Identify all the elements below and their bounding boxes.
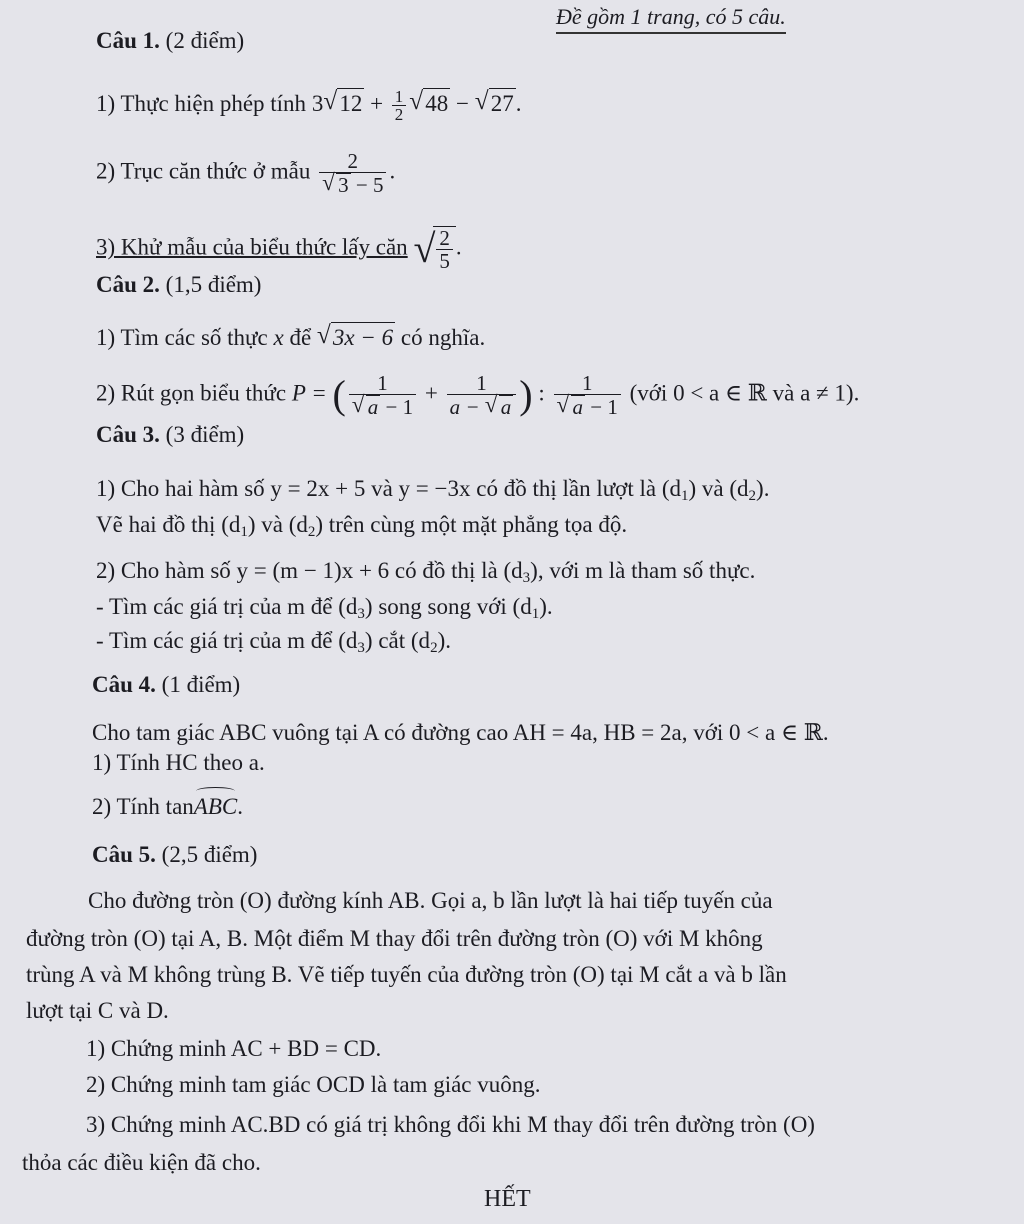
sqrt-12: √ 12 [323,88,364,119]
word-de: để [289,325,312,350]
exam-footer: HẾT [484,1186,531,1212]
q5-title: Câu 5. [92,842,156,867]
q2-p1-end: có nghĩa. [400,325,486,350]
q4-line3: 2) Tính tanABC. [92,792,243,822]
q1-p2-fraction [319,150,386,196]
frac-2-5: $\frac{2}{5}$ [436,227,453,272]
q5-line4: lượt tại C và D. [26,998,169,1023]
condition: (với 0 < a ∈ ℝ và a ≠ 1). [629,380,860,406]
exam-header: Đề gồm 1 trang, có 5 câu. [556,4,786,34]
frac-half: $\frac{1}{2}$ [392,88,407,123]
coef-3: 3 [311,91,324,116]
q1-part1 [96,88,522,123]
frac-1: 1 √ a − 1 [349,372,416,418]
q4-line1: Cho tam giác ABC vuông tại A có đường cao AH = 4a, HB = 2a, với 0 < a ∈ ℝ. [92,720,829,745]
fraction-numerator: 2 [347,149,359,173]
q2-p1-text: 1) Tìm các số thực [96,325,268,350]
q1-p2-text: 2) Trục căn thức ở mẫu [96,158,311,184]
denominator-rest: − 5 [350,173,384,197]
plus-sign: + [424,380,438,406]
period: . [455,234,462,260]
q3-line5: - Tìm các giá trị của m để $(d_3)$ cắt $(d_2)$. [96,628,451,656]
period: . [515,91,522,116]
q1-p3-text: 3) Khử mẫu của biểu thức lấy căn [96,234,408,260]
q4-line2: 1) Tính HC theo a. [92,750,265,775]
lhs-P: P = [291,380,327,406]
q1-p1-text: 1) Thực hiện phép tính [96,90,307,116]
q5-line8: thỏa các điều kiện đã cho. [22,1150,261,1175]
open-paren: ( [332,372,346,417]
sqrt-48: √ 48 [409,88,450,119]
sqrt-a: √ a [485,395,514,418]
q5-line5: 1) Chứng minh AC + BD = CD. [86,1036,382,1061]
sqrt-27: √ 27 [475,88,516,119]
q5-line7: 3) Chứng minh AC.BD có giá trị không đổi khi M thay đổi trên đường tròn (O) [86,1112,815,1137]
frac-3: 1 √ a − 1 [554,372,621,418]
q2-heading [96,270,261,300]
q4-points: (1 điểm) [161,672,241,697]
var-x: x [273,325,284,350]
q4-title: Câu 4. [92,672,156,697]
q4-heading [92,670,240,700]
q5-heading [92,840,257,870]
radical-sign-icon: √ [413,226,436,271]
q5-line2: đường tròn (O) tại A, B. Một điểm M thay đổi trên đường tròn (O) với M không [26,926,763,951]
period: . [389,158,396,184]
fraction-denominator [319,172,386,196]
q5-line1: Cho đường tròn (O) đường kính AB. Gọi a, b lần lượt là hai tiếp tuyến của [88,888,773,913]
sqrt-fraction [413,226,455,272]
q3-line3: 2) Cho hàm số y = (m − 1)x + 6 có đồ thị là $(d_3)$, với m là tham số thực. [96,558,756,586]
frac-2: $\frac{1}{a - √ a}$ [447,372,517,418]
q3-title: Câu 3. [96,422,160,447]
q5-points: (2,5 điểm) [161,842,258,867]
sqrt-3: √ 3 [322,173,351,196]
q3-heading [96,420,244,450]
radicand [433,226,456,272]
q1-part3 [96,226,462,272]
q2-points: (1,5 điểm) [165,272,262,297]
q1-points: (2 điểm) [165,28,245,53]
q3-points: (3 điểm) [165,422,245,447]
q5-line6: 2) Chứng minh tam giác OCD là tam giác vuông. [86,1072,541,1097]
sqrt-a: √ a [352,395,381,418]
q3-line4: - Tìm các giá trị của m để $(d_3)$ song song với $(d_1)$. [96,594,553,622]
q2-p2-text: 2) Rút gọn biểu thức [96,380,287,406]
q1-part2 [96,150,395,196]
minus-sign: − [456,91,470,116]
colon-sign: : [538,380,545,406]
q1-title: Câu 1. [96,28,160,53]
q1-heading [96,26,244,56]
sqrt-a: √ a [557,395,586,418]
q1-p1-math: 3√ 12 + $\frac{1}{2}$ √ 48 − √ 27. [312,88,522,123]
close-paren: ) [519,372,533,417]
q3-line2: Vẽ hai đồ thị $(d_1)$ và $(d_2)$ trên cùng một mặt phẳng tọa độ. [96,512,628,540]
q5-line3: trùng A và M không trùng B. Vẽ tiếp tuyến của đường tròn (O) tại M cắt a và b lần [26,962,787,987]
sqrt-3x-6: √ 3x − 6 [317,322,395,353]
angle-ABC: ABC [194,792,237,822]
q2-title: Câu 2. [96,272,160,297]
q3-line1: 1) Cho hai hàm số y = 2x + 5 và y = −3x có đồ thị lần lượt là $(d_1)$ và $(d_2)$. [96,476,770,504]
q2-part1 [96,322,485,353]
q2-part2 [96,372,859,418]
